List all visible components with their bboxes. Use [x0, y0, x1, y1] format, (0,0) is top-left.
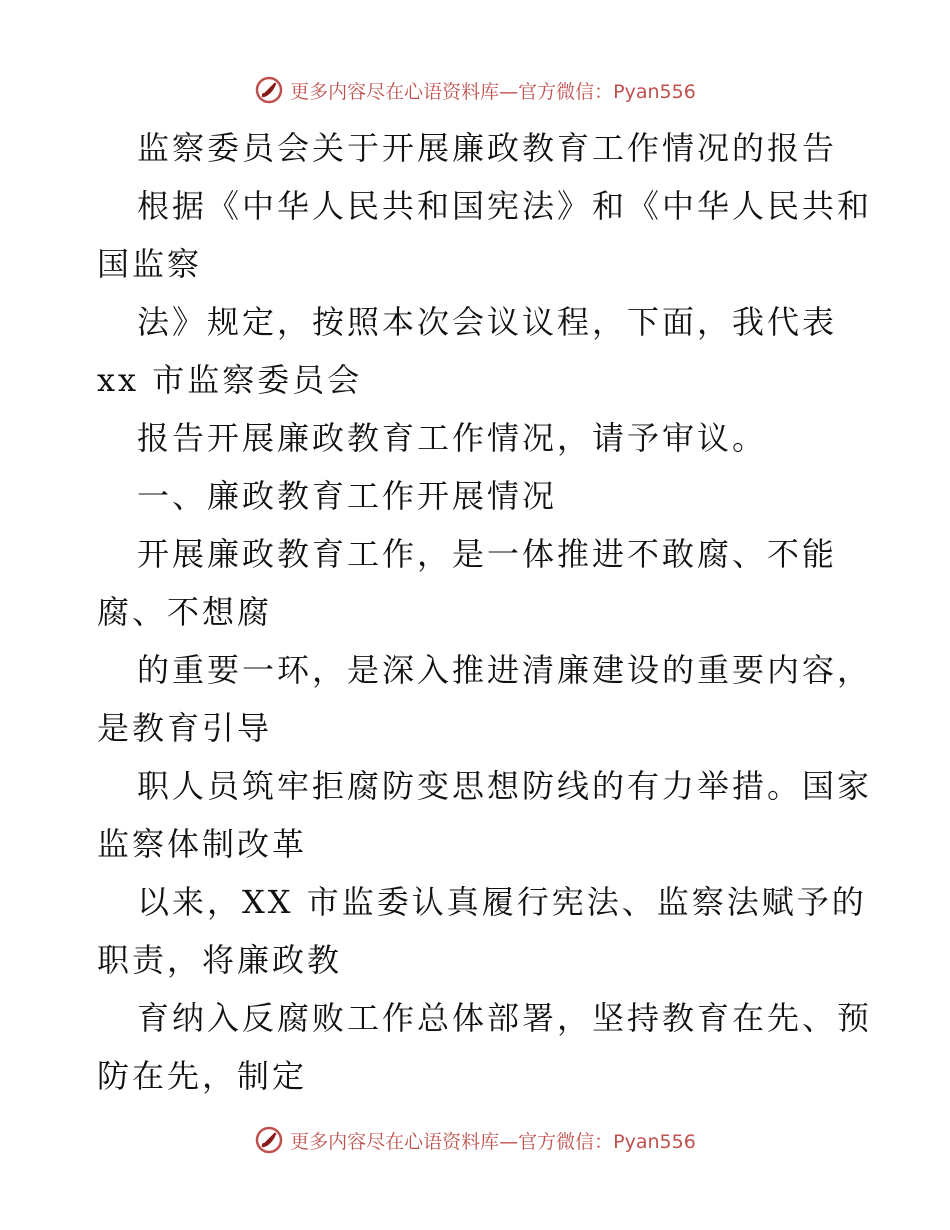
paragraph-line: xx 市监察委员会: [97, 361, 363, 399]
paragraph-line: 监察体制改革: [97, 825, 308, 863]
paragraph-line: 报告开展廉政教育工作情况，请予审议。: [137, 419, 768, 457]
paragraph-line: 职责，将廉政教: [97, 941, 343, 979]
paragraph-line: 腐、不想腐: [97, 593, 273, 631]
red-quill-logo-icon: [254, 75, 284, 105]
paragraph-line: 以来，XX 市监委认真履行宪法、监察法赋予的: [137, 883, 867, 921]
watermark-text: 更多内容尽在心语资料库—官方微信：Pyan556: [290, 1130, 696, 1153]
section-heading: 一、廉政教育工作开展情况: [137, 477, 558, 515]
paragraph-line: 开展廉政教育工作，是一体推进不敢腐、不能: [137, 535, 838, 573]
paragraph-line: 法》规定，按照本次会议议程，下面，我代表: [137, 303, 838, 341]
red-quill-logo-icon: [254, 1125, 284, 1155]
watermark-text: 更多内容尽在心语资料库—官方微信：Pyan556: [290, 80, 696, 103]
paragraph-line: 防在先，制定: [97, 1057, 308, 1095]
paragraph-line: 国监察: [97, 245, 203, 283]
document-title: 监察委员会关于开展廉政教育工作情况的报告: [137, 129, 838, 167]
paragraph-line: 职人员筑牢拒腐防变思想防线的有力举措。国家: [137, 767, 873, 805]
footer-watermark-banner: [0, 1120, 950, 1160]
paragraph-line: 是教育引导: [97, 709, 273, 747]
paragraph-line: 根据《中华人民共和国宪法》和《中华人民共和: [137, 187, 873, 225]
paragraph-line: 育纳入反腐败工作总体部署，坚持教育在先、预: [137, 999, 873, 1037]
header-watermark-banner: [0, 70, 950, 110]
paragraph-line: 的重要一环，是深入推进清廉建设的重要内容，: [137, 651, 873, 689]
